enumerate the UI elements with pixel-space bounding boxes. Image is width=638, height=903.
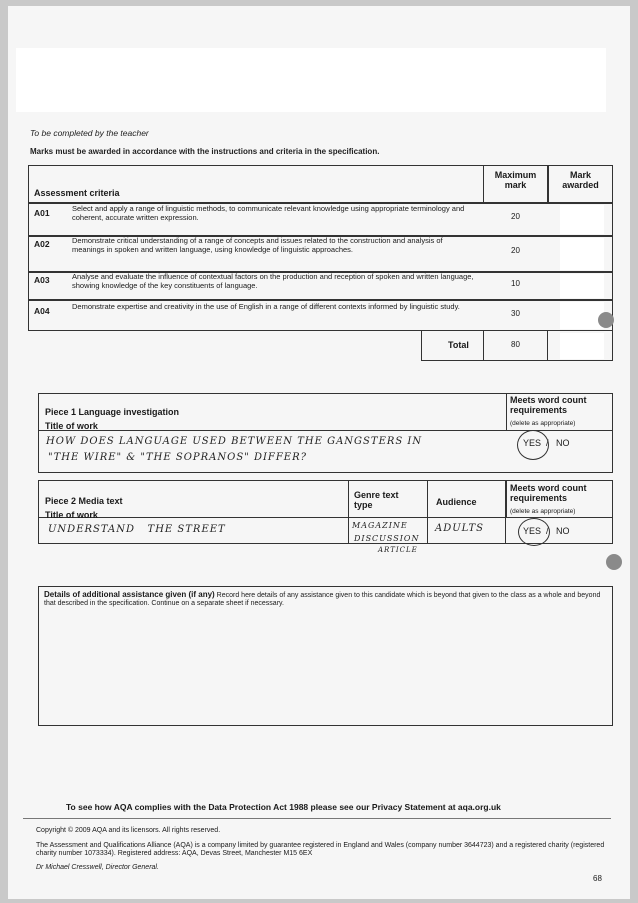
piece2-genre-label: Genre text type (354, 490, 399, 511)
piece2-option-slash: / (546, 526, 549, 536)
footer-divider (23, 818, 611, 819)
form-page (8, 6, 630, 899)
piece2-handwritten-genre-2: DISCUSSION (354, 534, 420, 543)
piece2-title-label: Title of work (45, 510, 98, 520)
marks-note: Marks must be awarded in accordance with the instructions and criteria in the specification. (30, 147, 380, 156)
criterion-max-mark: 20 (511, 212, 520, 221)
criterion-code: A01 (34, 208, 50, 218)
page-number: 68 (593, 874, 602, 883)
piece2-handwritten-audience: ADULTS (435, 523, 485, 534)
assistance-instructions: Record here details of any assistance given to this candidate which is beyond that given to the class as a whole and beyond that described in the specification. Continue on a separate sheet if necessary. (44, 592, 601, 608)
director-text: Dr Michael Cresswell, Director General. (36, 864, 159, 871)
piece1-wordcount-note: (delete as appropriate) (510, 420, 576, 427)
criterion-text: Analyse and evaluate the influence of contextual factors on the production and reception of spoken and written language, showing knowledge of the key constituents of language. (72, 272, 474, 290)
privacy-statement: To see how AQA complies with the Data Protection Act 1988 please see our Privacy Statement at aqa.org.uk (66, 802, 501, 812)
piece1-wordcount-label: Meets word count requirements (510, 395, 587, 416)
max-mark-column-header: Maximum mark (494, 170, 537, 191)
piece2-wordcount-note: (delete as appropriate) (510, 508, 576, 515)
total-value: 80 (511, 340, 520, 349)
assistance-text (44, 590, 604, 608)
piece2-handwritten-title: UNDERSTAND THE STREET (48, 524, 226, 535)
mark-awarded-field[interactable] (560, 274, 604, 298)
criterion-text: Demonstrate critical understanding of a range of concepts and issues related to the construction and analysis of meanings in spoken and written language, using knowledge of linguistic approaches. (72, 236, 443, 254)
piece1-handwritten-title-line2: "THE WIRE" & "THE SOPRANOS" DIFFER? (48, 452, 307, 463)
piece2-handwritten-genre-1: MAGAZINE (352, 521, 408, 530)
mark-awarded-field[interactable] (560, 205, 604, 234)
piece1-no-option[interactable]: NO (556, 438, 570, 448)
total-label: Total (448, 340, 469, 350)
piece1-option-slash: / (546, 438, 549, 448)
teacher-note: To be completed by the teacher (30, 128, 149, 138)
punch-hole-mark (606, 554, 622, 570)
punch-hole-mark (598, 312, 614, 328)
piece2-yes-option[interactable]: YES (523, 526, 542, 536)
piece1-yes-circle (517, 430, 549, 460)
copyright-text: Copyright © 2009 AQA and its licensors. All rights reserved. (36, 827, 221, 834)
mark-awarded-field[interactable] (560, 302, 604, 329)
piece2-yes-circle (518, 518, 550, 546)
criterion-max-mark: 20 (511, 246, 520, 255)
piece1-heading: Piece 1 Language investigation (45, 407, 180, 417)
piece1-yes-option[interactable]: YES (523, 438, 542, 448)
total-awarded-field[interactable] (560, 333, 604, 359)
criterion-code: A02 (34, 239, 50, 249)
company-text: The Assessment and Qualifications Alliance (AQA) is a company limited by guarantee registered in England and Wales (company number 3644723) and a registered charity (registered charity number 1073334). Registered address: AQA, Devas Street, Manchester M15 6EX (36, 842, 605, 858)
criterion-text: Select and apply a range of linguistic methods, to communicate relevant knowledge using appropriate terminology and coherent, accurate written expression. (72, 204, 465, 222)
criterion-max-mark: 10 (511, 279, 520, 288)
piece2-wordcount-label: Meets word count requirements (510, 483, 587, 504)
awarded-column-header: Mark awarded (562, 170, 599, 191)
piece2-heading: Piece 2 Media text (45, 496, 123, 506)
piece2-handwritten-genre-3: ARTICLE (378, 546, 418, 554)
criterion-code: A04 (34, 306, 50, 316)
criterion-max-mark: 30 (511, 309, 520, 318)
criterion-code: A03 (34, 275, 50, 285)
criterion-text: Demonstrate expertise and creativity in the use of English in a range of different contexts informed by linguistic study. (72, 302, 460, 311)
criteria-column-header: Assessment criteria (34, 188, 120, 198)
piece2-audience-label: Audience (436, 497, 477, 507)
piece1-title-label: Title of work (45, 421, 98, 431)
assistance-heading: Details of additional assistance given (if any) (44, 590, 215, 599)
piece1-handwritten-title-line1: HOW DOES LANGUAGE USED BETWEEN THE GANGSTERS IN (46, 436, 423, 447)
mark-awarded-field[interactable] (560, 238, 604, 270)
piece2-no-option[interactable]: NO (556, 526, 570, 536)
redacted-area (16, 48, 606, 112)
